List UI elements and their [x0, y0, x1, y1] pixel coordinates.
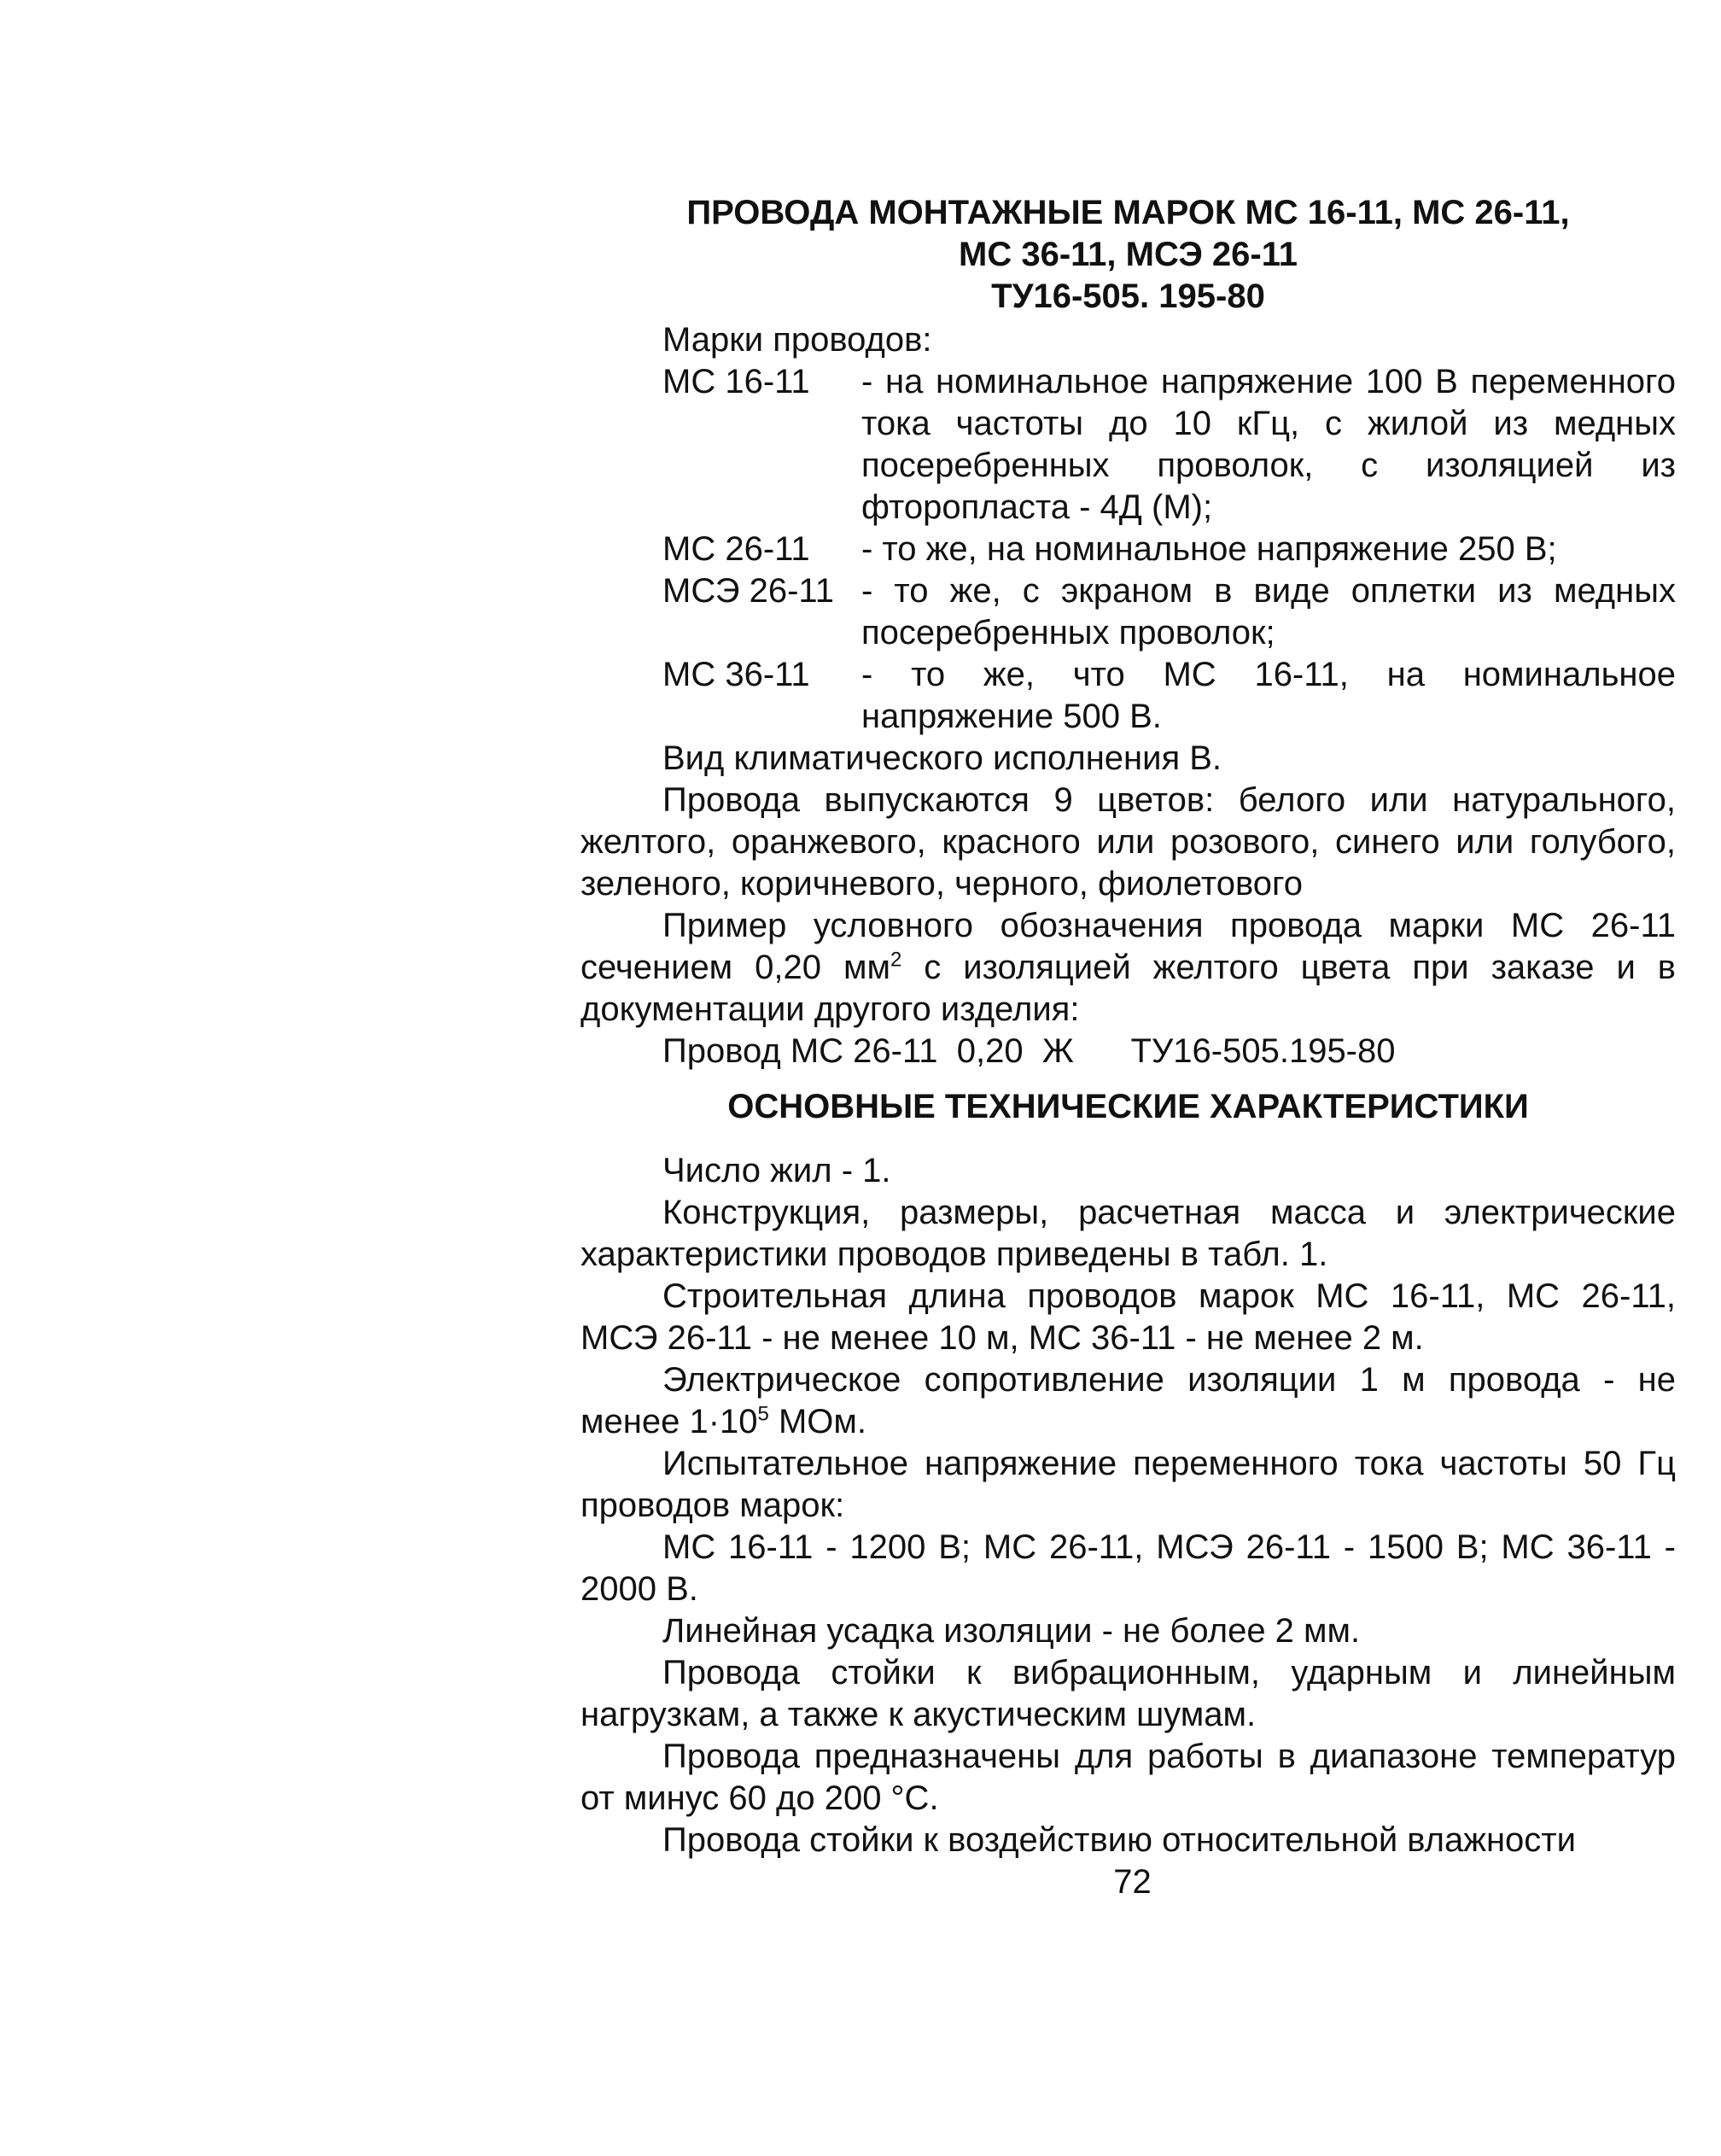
humidity-paragraph: Провода стойки к воздействию относительной влажности	[662, 1821, 1576, 1859]
climate-paragraph: Вид климатического исполнения В.	[662, 739, 1222, 777]
section-heading: ОСНОВНЫЕ ТЕХНИЧЕСКИЕ ХАРАКТЕРИСТИКИ	[727, 1088, 1529, 1125]
mark-code: МСЭ 26-11	[662, 572, 834, 610]
colors-paragraph: Провода выпускаются 9 цветов: белого или натурального, желтого, оранжевого, красного или розового, синего или голубого, зеленого, коричневого, черного, фиолетового	[580, 781, 1676, 903]
shrinkage-paragraph: Линейная усадка изоляции - не более 2 мм.	[662, 1612, 1361, 1650]
title-line-3: ТУ16-505. 195-80	[991, 278, 1265, 315]
mark-item	[580, 570, 1676, 654]
example-intro-text-end: с изоляцией желтого цвета при заказе и в документации другого изделия:	[580, 949, 1676, 1028]
mark-item	[580, 529, 1676, 570]
temperature-paragraph: Провода предназначены для работы в диапазоне температур от минус 60 до 200 °С.	[580, 1738, 1676, 1817]
resistance-paragraph	[580, 1359, 1676, 1443]
test-voltage-intro: Испытательное напряжение переменного тока частоты 50 Гц проводов марок:	[580, 1445, 1676, 1524]
mark-code: МС 36-11	[662, 656, 810, 693]
title-line-1: ПРОВОДА МОНТАЖНЫЕ МАРОК МС 16-11, МС 26-11,	[686, 194, 1570, 231]
page-number: 72	[1113, 1863, 1152, 1901]
marks-label: Марки проводов:	[662, 321, 932, 359]
mark-code: МС 16-11	[662, 363, 810, 400]
construction-paragraph: Конструкция, размеры, расчетная масса и электрические характеристики проводов приведены в табл. 1.	[580, 1194, 1676, 1273]
mark-description: - на номинальное напряжение 100 В переменного тока частоты до 10 кГц, с жилой из медных посеребренных проволок, с изоляцией из фторопласта - 4Д (М);	[861, 363, 1676, 526]
length-paragraph: Строительная длина проводов марок МС 16-11, МС 26-11, МСЭ 26-11 - не менее 10 м, МС 36-11 - не менее 2 м.	[580, 1277, 1676, 1357]
marks-list	[580, 361, 1676, 738]
test-voltage-values: МС 16-11 - 1200 В; МС 26-11, МСЭ 26-11 - 1500 В; МС 36-11 - 2000 В.	[580, 1528, 1676, 1608]
resistance-text: Электрическое сопротивление изоляции 1 м провода - не менее 1·10	[580, 1361, 1676, 1440]
mark-description: - то же, на номинальное напряжение 250 В;	[861, 530, 1557, 568]
resistance-unit: МОм.	[768, 1403, 867, 1440]
example-designation: Провод МС 26-11 0,20 Ж ТУ16-505.195-80	[662, 1032, 1396, 1070]
cores-paragraph: Число жил - 1.	[662, 1152, 891, 1189]
example-intro-superscript: 2	[890, 948, 902, 972]
example-intro-paragraph	[580, 905, 1676, 1031]
resistance-exponent: 5	[757, 1402, 769, 1426]
mark-code: МС 26-11	[662, 530, 810, 568]
mark-description: - то же, что МС 16-11, на номинальное напряжение 500 В.	[861, 656, 1676, 735]
mark-description: - то же, с экраном в виде оплетки из медных посеребренных проволок;	[861, 572, 1676, 651]
title-line-2: МС 36-11, МСЭ 26-11	[959, 236, 1298, 273]
document-title	[580, 192, 1676, 318]
document-page	[580, 192, 1676, 1903]
vibration-paragraph: Провода стойки к вибрационным, ударным и линейным нагрузкам, а также к акустическим шумам.	[580, 1654, 1676, 1733]
mark-item	[580, 361, 1676, 529]
mark-item	[580, 654, 1676, 738]
example-intro-text: Пример условного обозначения провода марки МС 26-11 сечением 0,20 мм	[580, 907, 1676, 986]
